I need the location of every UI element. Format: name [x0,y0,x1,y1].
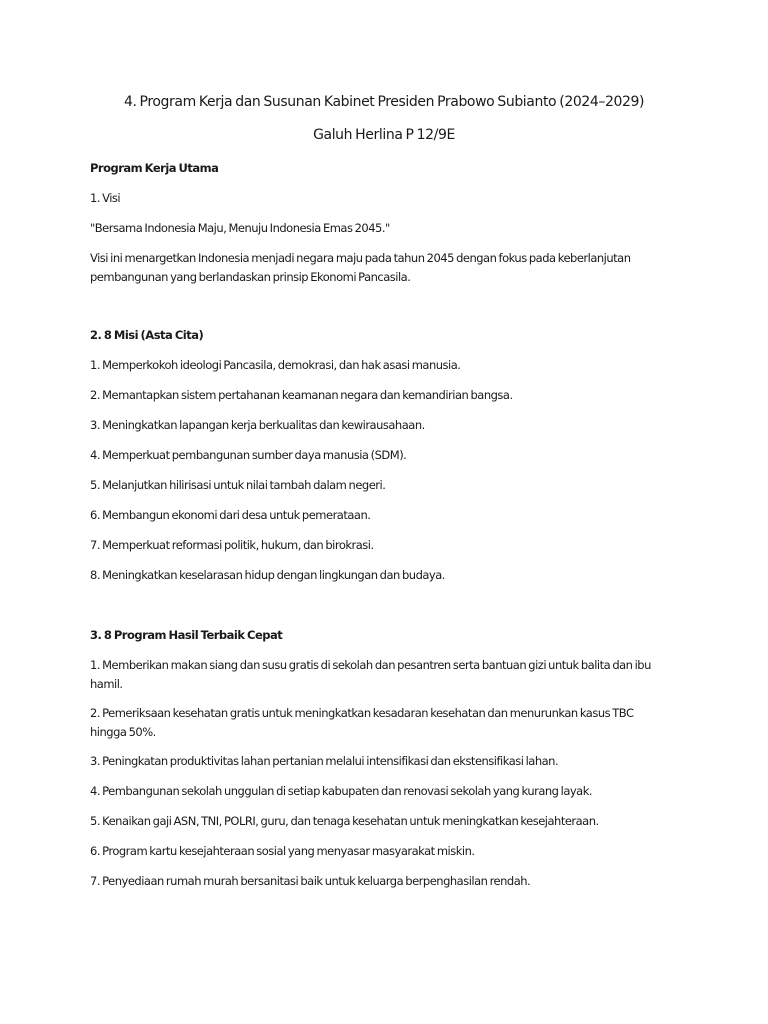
misi-item: 2. Memantapkan sistem pertahanan keamanan negara dan kemandirian bangsa. [90,388,513,402]
visi-description-line-2: pembangunan yang berlandaskan prinsip Ekonomi Pancasila. [90,270,411,284]
program-item-line: hamil. [90,677,123,691]
program-heading: 3. 8 Program Hasil Terbaik Cepat [90,628,283,642]
program-item-line: 4. Pembangunan sekolah unggulan di setiap kabupaten dan renovasi sekolah yang kurang layak. [90,784,593,798]
program-item-line: hingga 50%. [90,725,156,739]
program-item-line: 2. Pemeriksaan kesehatan gratis untuk meningkatkan kesadaran kesehatan dan menurunkan kasus TBC [90,706,634,720]
misi-item: 8. Meningkatkan keselarasan hidup dengan lingkungan dan budaya. [90,568,445,582]
program-item-line: 1. Memberikan makan siang dan susu gratis di sekolah dan pesantren serta bantuan gizi untuk balita dan ibu [90,658,651,672]
misi-item: 1. Memperkokoh ideologi Pancasila, demokrasi, dan hak asasi manusia. [90,358,461,372]
misi-item: 4. Memperkuat pembangunan sumber daya manusia (SDM). [90,448,407,462]
author-line: Galuh Herlina P 12/9E [313,127,455,143]
misi-item: 7. Memperkuat reformasi politik, hukum, dan birokrasi. [90,538,374,552]
misi-heading: 2. 8 Misi (Asta Cita) [90,328,204,342]
section-title: Program Kerja Utama [90,161,219,175]
visi-heading: 1. Visi [90,191,121,205]
program-item-line: 3. Peningkatan produktivitas lahan pertanian melalui intensifikasi dan ekstensifikasi lahan. [90,754,559,768]
program-item-line: 5. Kenaikan gaji ASN, TNI, POLRI, guru, dan tenaga kesehatan untuk meningkatkan kesejahteraan. [90,814,599,828]
program-item-line: 7. Penyediaan rumah murah bersanitasi baik untuk keluarga berpenghasilan rendah. [90,874,531,888]
misi-item: 3. Meningkatkan lapangan kerja berkualitas dan kewirausahaan. [90,418,425,432]
visi-quote: "Bersama Indonesia Maju, Menuju Indonesia Emas 2045." [90,221,390,235]
visi-description-line-1: Visi ini menargetkan Indonesia menjadi negara maju pada tahun 2045 dengan fokus pada keberlanjutan [90,251,631,265]
misi-item: 6. Membangun ekonomi dari desa untuk pemerataan. [90,508,371,522]
program-item-line: 6. Program kartu kesejahteraan sosial yang menyasar masyarakat miskin. [90,844,475,858]
document-title: 4. Program Kerja dan Susunan Kabinet Presiden Prabowo Subianto (2024–2029) [123,94,645,110]
misi-item: 5. Melanjutkan hilirisasi untuk nilai tambah dalam negeri. [90,478,386,492]
